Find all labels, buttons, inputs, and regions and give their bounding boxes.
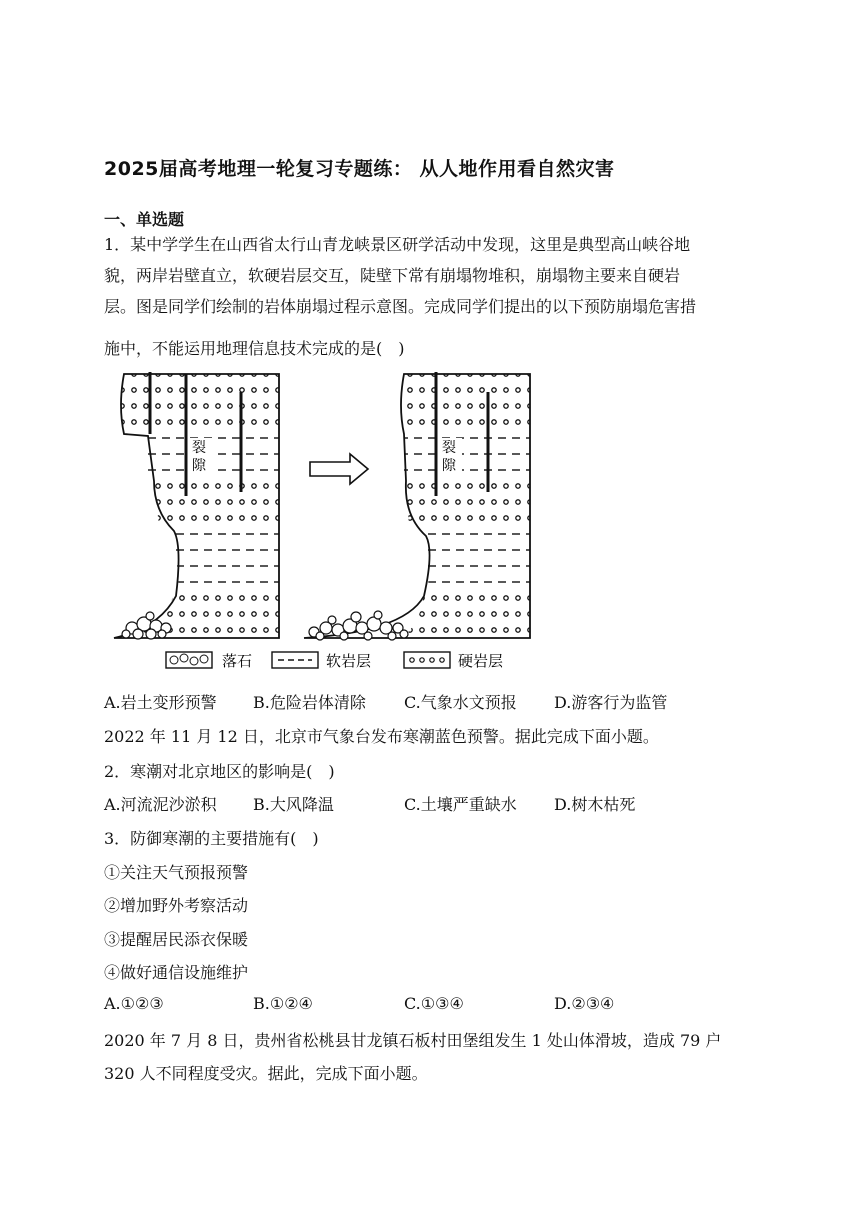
question-3-item: ①关注天气预报预警 xyxy=(104,863,249,882)
legend xyxy=(166,652,503,670)
option-c[interactable]: C.土壤严重缺水 xyxy=(404,795,517,814)
material-line: 2020 年 7 月 8 日，贵州省松桃县甘龙镇石板村田堡组发生 1 处山体滑坡，造成 79 户 xyxy=(104,1031,722,1050)
legend-soft-rock: 软岩层 xyxy=(326,652,372,670)
rock-collapse-diagram xyxy=(104,366,544,676)
material-line: 320 人不同程度受灾。据此，完成下面小题。 xyxy=(104,1064,428,1083)
option-d[interactable]: D.②③④ xyxy=(554,994,615,1013)
rockfall-pile xyxy=(309,611,408,640)
crack-label: 裂 xyxy=(442,440,456,456)
option-d[interactable]: D.树木枯死 xyxy=(554,795,636,814)
option-a[interactable]: A.河流泥沙淤积 xyxy=(104,795,217,814)
arrow-icon xyxy=(310,454,368,484)
question-1-line: 1．某中学学生在山西省太行山青龙峡景区研学活动中发现，这里是典型高山峡谷地 xyxy=(104,235,691,254)
legend-rockfall: 落石 xyxy=(222,652,253,670)
crack-label: 隙 xyxy=(192,458,206,474)
option-b[interactable]: B.①②④ xyxy=(253,994,313,1013)
question-1-line: 施中，不能运用地理信息技术完成的是( ) xyxy=(104,339,405,358)
question-1-line: 层。图是同学们绘制的岩体崩塌过程示意图。完成同学们提出的以下预防崩塌危害措 xyxy=(104,297,697,316)
section-heading: 一、单选题 xyxy=(104,210,185,229)
option-b[interactable]: B.危险岩体清除 xyxy=(253,693,366,712)
question-1-line: 貌，两岸岩壁直立，软硬岩层交互，陡壁下常有崩塌物堆积，崩塌物主要来自硬岩 xyxy=(104,266,681,285)
option-d[interactable]: D.游客行为监管 xyxy=(554,693,668,712)
option-a[interactable]: A.岩土变形预警 xyxy=(104,693,217,712)
question-3-stem: 3．防御寒潮的主要措施有( ) xyxy=(104,829,319,848)
legend-hard-rock: 硬岩层 xyxy=(458,652,504,670)
question-2-stem: 2．寒潮对北京地区的影响是( ) xyxy=(104,762,335,781)
question-3-item: ④做好通信设施维护 xyxy=(104,963,249,982)
option-c[interactable]: C.①③④ xyxy=(404,994,464,1013)
option-a[interactable]: A.①②③ xyxy=(104,994,164,1013)
crack-label: 裂 xyxy=(192,440,206,456)
material-intro-2: 2022 年 11 月 12 日，北京市气象台发布寒潮蓝色预警。据此完成下面小题。 xyxy=(104,727,659,746)
document-title: 2025届高考地理一轮复习专题练： 从人地作用看自然灾害 xyxy=(104,158,615,180)
question-3-item: ②增加野外考察活动 xyxy=(104,896,249,915)
question-3-item: ③提醒居民添衣保暖 xyxy=(104,930,249,949)
option-c[interactable]: C.气象水文预报 xyxy=(404,693,517,712)
after-collapse-block xyxy=(304,372,530,640)
before-collapse-block xyxy=(114,372,279,639)
crack-label: 隙 xyxy=(442,458,456,474)
option-b[interactable]: B.大风降温 xyxy=(253,795,334,814)
